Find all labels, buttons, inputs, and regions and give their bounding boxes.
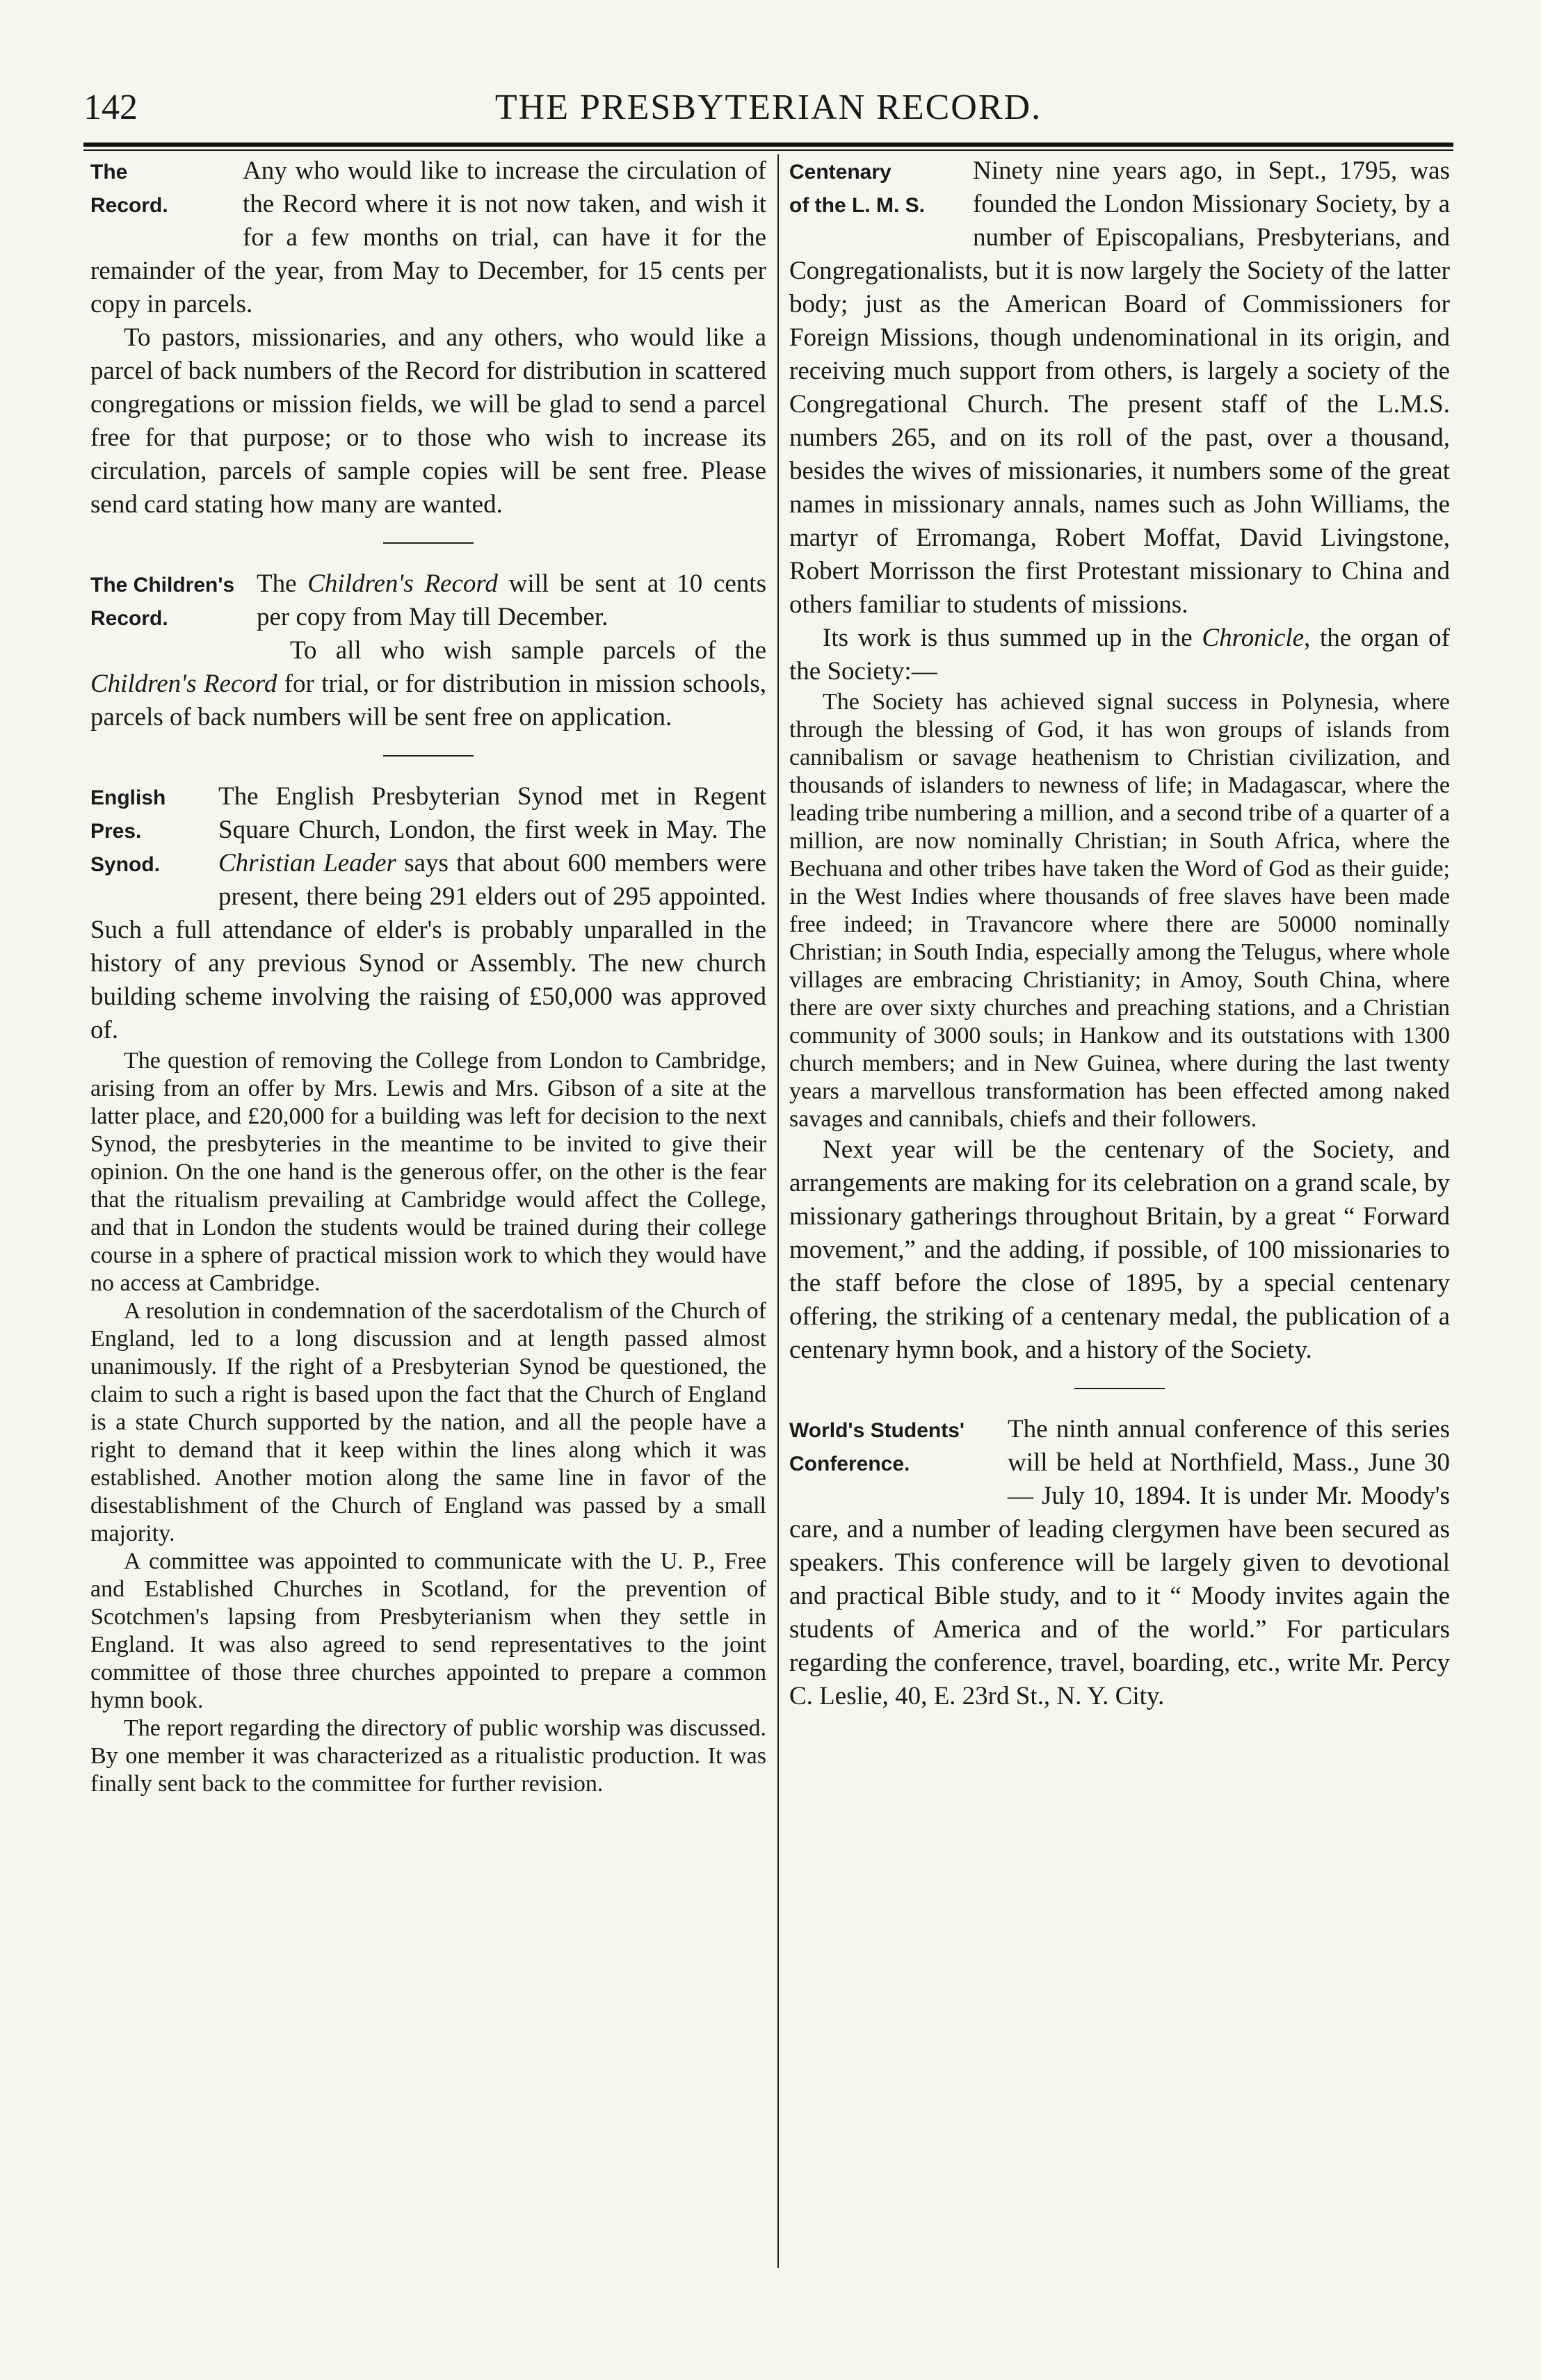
paragraph: A resolution in condemnation of the sacerdotalism of the Church of England, led to a long discussion and at length passed almost unanimously. If the right of a Presbyterian Synod be questioned, the claim to such a right is based upon the fact that the Church of England is a state Church supported by the nation, and all the people have a right to demand that it keep within the lines along which it was established. Another motion along the same line in favor of the disestablishment of the Church of England was passed by a small majority. bbox=[90, 1298, 766, 1546]
section-divider bbox=[1074, 1388, 1165, 1389]
side-heading-line: The Children's bbox=[90, 574, 235, 597]
paragraph: Ninety nine years ago, in Sept., 1795, was founded the London Missionary Society, by a number of Episcopalians, Presbyterians, and Congregationalists, but it is now largely the Society of the latter body; just as the American Board of Commissioners for Foreign Missions, though undenominational in its origin, and receiving much support from others, is largely a society of the Congregational Church. The present staff of the L.M.S. numbers 265, and on its roll of the past, over a thousand, besides the wives of missionaries, it numbers some of the great names in missionary annals, names such as John Williams, the martyr of Erromanga, Robert Moffat, David Livingstone, Robert Morrisson the first Protestant missionary to China and others familiar to students of missions. bbox=[789, 156, 1450, 619]
side-heading bbox=[90, 569, 247, 636]
left-column bbox=[90, 154, 766, 1798]
paragraph bbox=[90, 634, 766, 734]
paragraph: The ninth annual conference of this series will be held at Northfield, Mass., June 30 — July 10, 1894. It is under Mr. Moody's care, and a number of leading clergymen have been secured as speakers. This conference will be largely given to devotional and practical Bible study, and to it “ Moody invites again the students of America and of the world.” For particulars regarding the conference, travel, boarding, etc., write Mr. Percy C. Leslie, 40, E. 23rd St., N. Y. City. bbox=[789, 1415, 1450, 1710]
side-heading-line: The bbox=[90, 161, 128, 184]
text-run: for trial, or for distribution in mission schools, parcels of back numbers will be sent free on application. bbox=[90, 670, 766, 731]
text-run: Its work is thus summed up in the bbox=[823, 624, 1202, 652]
paragraph: The report regarding the directory of public worship was discussed. By one member it was characterized as a ritualistic production. It was finally sent back to the committee for further revision. bbox=[90, 1715, 766, 1797]
text-run: will be sent at 10 cents per copy from May till December. bbox=[257, 569, 766, 631]
section-divider bbox=[383, 755, 474, 756]
text-run: , the organ of the Society:— bbox=[789, 624, 1450, 686]
side-heading-line: Pres. Synod. bbox=[90, 820, 161, 876]
paragraph: Next year will be the centenary of the Society, and arrangements are making for its celebration on a grand scale, by missionary gatherings throughout Britain, by a great “ Forward movement,” and the adding, if possible, of 100 missionaries to the staff before the close of 1895, by a special centenary offering, the striking of a centenary medal, the publication of a centenary hymn book, and a history of the Society. bbox=[789, 1135, 1450, 1364]
side-heading-line: of the L. M. S. bbox=[789, 194, 925, 217]
article-lms-centenary bbox=[789, 154, 1450, 1367]
side-heading bbox=[789, 156, 963, 222]
text-run: says that about 600 members were present, there being 291 elders out of 295 appointed. Such a full attendance of elder's is probably unparalled in the history of any previous Synod or Assembly. The new church building scheme involving the raising of £50,000 was approved of. bbox=[90, 849, 766, 1044]
publication-title: Children's Record bbox=[90, 670, 277, 698]
header-rule-thin bbox=[83, 149, 1453, 151]
paragraph: To pastors, missionaries, and any others, who would like a parcel of back numbers of the Record for distribution in scattered congregations or mission fields, we will be glad to send a parcel free for that purpose; or to those who wish to increase its circulation, parcels of sample copies will be sent free. Please send card stating how many are wanted. bbox=[90, 323, 766, 519]
text-run: The bbox=[257, 569, 308, 598]
paragraph: A committee was appointed to communicate with the U. P., Free and Established Churches in Scotland, for the prevention of Scotchmen's lapsing from Presbyterianism when they settle in England. It was also agreed to send representatives to the joint committee of those three churches appointed to prepare a common hymn book. bbox=[90, 1548, 766, 1713]
column-divider bbox=[777, 154, 779, 2268]
publication-title: Children's Record bbox=[307, 569, 498, 598]
right-column bbox=[789, 154, 1450, 1713]
paragraph: Any who would like to increase the circulation of the Record where it is not now taken, and wish it for a few months on trial, can have it for the remainder of the year, from May to December, for 15 cents per copy in parcels. bbox=[90, 156, 766, 318]
side-heading bbox=[789, 1414, 998, 1481]
section-divider bbox=[383, 542, 474, 544]
side-heading-line: World's Students' bbox=[789, 1419, 965, 1442]
article-record bbox=[90, 154, 766, 521]
text-run: To all who wish sample parcels of the bbox=[290, 636, 766, 665]
side-heading-line: Conference. bbox=[789, 1452, 910, 1475]
header-rule bbox=[83, 143, 1453, 147]
side-heading bbox=[90, 156, 233, 222]
quoted-paragraph: The Society has achieved signal success in Polynesia, where through the blessing of God, it has won groups of islands from cannibalism or savage heathenism to Christian civilization, and thousands of islanders to newness of life; in Madagascar, where the leading tribe numbering a million, and a second tribe of a quarter of a million, are now nominally Christian; in South Africa, where the Bechuana and other tribes have taken the Word of God as their guide; in the West Indies where thousands of free slaves have been made free indeed; in Travancore where there are 50000 nominally Christian; in South India, especially among the Telugus, where whole villages are embracing Christianity; in Amoy, South China, where there are over sixty churches and preaching stations, and a Christian community of 3000 souls; in Hankow and its outstations with 1300 church members; and in New Guinea, where during the last twenty years a marvellous transformation has been effected among naked savages and cannibals, chiefs and their followers. bbox=[789, 689, 1450, 1132]
publication-title: Chronicle bbox=[1202, 624, 1305, 652]
side-heading-line: English bbox=[90, 786, 166, 809]
side-heading-line: Centenary bbox=[789, 161, 891, 184]
paragraph bbox=[789, 622, 1450, 688]
article-english-synod bbox=[90, 780, 766, 1798]
side-heading-line: Record. bbox=[90, 194, 168, 217]
article-worlds-students-conference bbox=[789, 1413, 1450, 1713]
side-heading bbox=[90, 782, 209, 882]
publication-title: Christian Leader bbox=[218, 849, 396, 877]
side-heading-line: Record. bbox=[90, 607, 168, 630]
article-childrens-record bbox=[90, 567, 766, 734]
text-run: The English Presbyterian Synod met in Regent Square Church, London, the first week in May. The bbox=[218, 782, 766, 844]
page-header bbox=[83, 83, 1453, 132]
running-title: THE PRESBYTERIAN RECORD. bbox=[494, 88, 1042, 127]
paragraph: The question of removing the College from London to Cambridge, arising from an offer by Mrs. Lewis and Mrs. Gibson of a site at the latter place, and £20,000 for a building was left for decision to the next Synod, the presbyteries in the meantime to be invited to give their opinion. On the one hand is the generous offer, on the other is the fear that the ritualism prevailing at Cambridge would affect the College, and that in London the students would be trained during their college course in a sphere of practical mission work to which they would have no access at Cambridge. bbox=[90, 1048, 766, 1296]
page-number: 142 bbox=[83, 88, 138, 127]
